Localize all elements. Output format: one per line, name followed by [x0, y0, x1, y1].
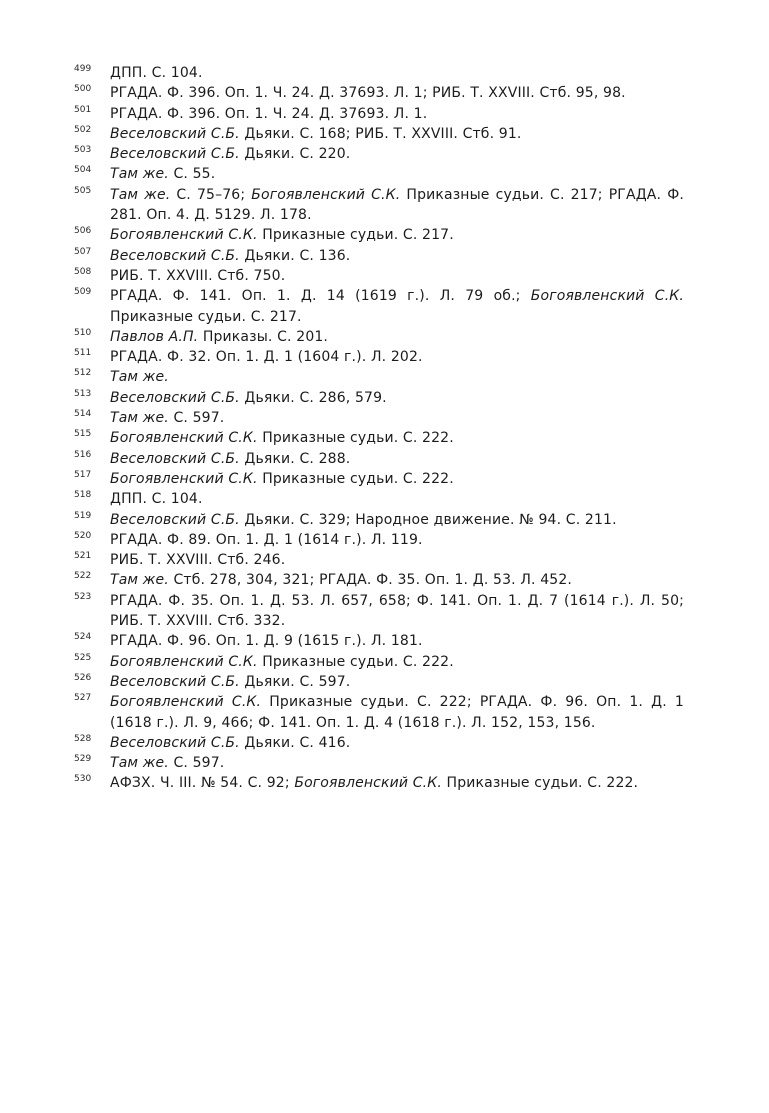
footnote-number: 514 — [74, 409, 92, 420]
footnote-number: 520 — [74, 530, 92, 541]
footnote-text — [110, 550, 684, 570]
footnote-text — [110, 408, 684, 428]
footnote-item — [74, 63, 684, 83]
footnote-number: 511 — [74, 348, 92, 359]
footnote-item — [74, 672, 684, 692]
footnote-text — [110, 144, 684, 164]
footnote-text — [110, 367, 684, 387]
citation-text: Приказные судьи. С. 217. — [110, 308, 302, 325]
citation-text: Приказные судьи. С. 222. — [257, 653, 454, 670]
footnote-item — [74, 164, 684, 184]
citation-text: Дьяки. С. 136. — [239, 247, 351, 264]
citation-italic-text: Там же. — [110, 755, 169, 772]
footnote-text — [110, 104, 684, 124]
footnote-item — [74, 185, 684, 226]
footnote-number: 506 — [74, 226, 92, 237]
citation-italic-text: Веселовский С.Б. — [110, 146, 240, 163]
footnote-number: 521 — [74, 551, 92, 562]
footnote-number: 500 — [74, 84, 92, 95]
citation-italic-text: Богоявленский С.К. — [110, 653, 258, 670]
citation-text: С. 597. — [168, 755, 225, 772]
footnote-item — [74, 144, 684, 164]
citation-text: Дьяки. С. 288. — [239, 450, 351, 467]
citation-text: РГАДА. Ф. 96. Оп. 1. Д. 9 (1615 г.). Л. 181. — [110, 633, 423, 650]
citation-italic-text: Богоявленский С.К. — [110, 470, 258, 487]
citation-italic-text: Богоявленский С.К. — [294, 775, 442, 792]
footnote-number: 505 — [74, 185, 92, 196]
citation-italic-text: Там же. — [110, 369, 169, 386]
citation-text: Приказные судьи. С. 217; РГАДА. Ф. 281. Оп. 4. Д. 5129. Л. 178. — [110, 186, 684, 224]
citation-text: РГАДА. Ф. 396. Оп. 1. Ч. 24. Д. 37693. Л. 1. — [110, 105, 428, 122]
footnote-text — [110, 530, 684, 550]
citation-text: АФЗХ. Ч. III. № 54. С. 92; — [110, 775, 295, 792]
citation-text: С. 75–76; — [170, 186, 252, 203]
footnote-item — [74, 246, 684, 266]
footnote-number: 519 — [74, 510, 92, 521]
citation-text: Дьяки. С. 597. — [239, 673, 351, 690]
citation-italic-text: Там же. — [110, 410, 169, 427]
citation-text: Стб. 278, 304, 321; РГАДА. Ф. 35. Оп. 1. Д. 53. Л. 452. — [168, 572, 572, 589]
footnote-item — [74, 266, 684, 286]
footnote-text — [110, 63, 684, 83]
footnote-text — [110, 286, 684, 327]
citation-text: Приказные судьи. С. 222; РГАДА. Ф. 96. Оп. 1. Д. 1 (1618 г.). Л. 9, 466; Ф. 141. Оп. 1. Д. 4 (1618 г.). Л. 152, 153, 156. — [110, 694, 684, 731]
citation-text: Дьяки. С. 220. — [239, 146, 351, 163]
citation-text: РИБ. Т. XXVIII. Стб. 246. — [110, 552, 286, 569]
footnote-item — [74, 733, 684, 753]
citation-italic-text: Там же. — [110, 166, 169, 183]
footnote-text — [110, 164, 684, 184]
footnote-item — [74, 753, 684, 773]
footnote-text — [110, 753, 684, 773]
footnote-text — [110, 83, 684, 103]
footnote-text — [110, 570, 684, 590]
footnote-number: 525 — [74, 652, 92, 663]
footnote-item — [74, 773, 684, 793]
citation-text: ДПП. С. 104. — [110, 65, 203, 81]
footnote-text — [110, 225, 684, 245]
footnote-number: 528 — [74, 733, 92, 744]
footnote-number: 501 — [74, 104, 92, 115]
footnote-number: 513 — [74, 388, 92, 399]
footnote-number: 499 — [74, 64, 92, 74]
footnote-text — [110, 692, 684, 733]
footnote-item — [74, 327, 684, 347]
footnote-item — [74, 449, 684, 469]
footnote-item — [74, 225, 684, 245]
citation-text: Дьяки. С. 416. — [239, 734, 351, 751]
footnote-text — [110, 469, 684, 489]
footnote-text — [110, 449, 684, 469]
citation-italic-text: Павлов А.П. — [110, 328, 199, 345]
footnote-item — [74, 408, 684, 428]
footnote-item — [74, 570, 684, 590]
footnote-text — [110, 510, 684, 530]
citation-text: Дьяки. С. 286, 579. — [239, 389, 387, 406]
citation-text: РГАДА. Ф. 35. Оп. 1. Д. 53. Л. 657, 658; Ф. 141. Оп. 1. Д. 7 (1614 г.). Л. 50; РИБ. Т. XXVIII. Стб. 332. — [110, 592, 684, 630]
footnote-text — [110, 773, 684, 793]
footnote-item — [74, 530, 684, 550]
citation-text: РГАДА. Ф. 32. Оп. 1. Д. 1 (1604 г.). Л. 202. — [110, 349, 423, 366]
footnote-number: 527 — [74, 693, 92, 704]
citation-italic-text: Богоявленский С.К. — [251, 186, 401, 203]
footnote-item — [74, 550, 684, 570]
footnote-text — [110, 652, 684, 672]
citation-text: РГАДА. Ф. 396. Оп. 1. Ч. 24. Д. 37693. Л. 1; РИБ. Т. XXVIII. Стб. 95, 98. — [110, 85, 626, 102]
footnote-text — [110, 733, 684, 753]
citation-text: Приказные судьи. С. 217. — [257, 227, 454, 244]
footnote-item — [74, 83, 684, 103]
footnote-item — [74, 591, 684, 632]
footnote-item — [74, 652, 684, 672]
citation-text: Приказные судьи. С. 222. — [441, 775, 639, 792]
citation-text: Дьяки. С. 168; РИБ. Т. XXVIII. Стб. 91. — [239, 125, 522, 142]
citation-text: РГАДА. Ф. 141. Оп. 1. Д. 14 (1619 г.). Л. 79 об.; — [110, 288, 531, 305]
footnote-item — [74, 489, 684, 509]
citation-italic-text: Веселовский С.Б. — [110, 125, 240, 142]
footnote-item — [74, 104, 684, 124]
footnote-number: 509 — [74, 287, 92, 298]
footnote-text — [110, 631, 684, 651]
footnote-text — [110, 327, 684, 347]
citation-italic-text: Богоявленский С.К. — [110, 694, 262, 711]
footnote-number: 510 — [74, 327, 92, 338]
footnote-item — [74, 367, 684, 387]
footnote-text — [110, 591, 684, 632]
footnote-item — [74, 428, 684, 448]
footnote-number: 524 — [74, 632, 92, 643]
footnote-number: 504 — [74, 165, 92, 176]
citation-italic-text: Богоявленский С.К. — [110, 227, 258, 244]
citation-text: Приказные судьи. С. 222. — [257, 430, 454, 447]
citation-italic-text: Веселовский С.Б. — [110, 734, 240, 751]
citation-italic-text: Богоявленский С.К. — [110, 430, 258, 447]
footnote-item — [74, 692, 684, 733]
footnote-item — [74, 347, 684, 367]
citation-italic-text: Веселовский С.Б. — [110, 450, 240, 467]
citation-italic-text: Веселовский С.Б. — [110, 673, 240, 690]
footnote-text — [110, 246, 684, 266]
footnote-number: 507 — [74, 246, 92, 257]
citation-italic-text: Веселовский С.Б. — [110, 247, 240, 264]
footnote-number: 502 — [74, 124, 92, 135]
footnote-number: 503 — [74, 145, 92, 156]
footnotes-list — [74, 63, 684, 794]
footnote-number: 529 — [74, 754, 92, 765]
citation-text: Дьяки. С. 329; Народное движение. № 94. С. 211. — [239, 511, 617, 528]
footnote-number: 516 — [74, 449, 92, 460]
footnote-number: 530 — [74, 774, 92, 785]
citation-italic-text: Веселовский С.Б. — [110, 511, 240, 528]
footnote-item — [74, 124, 684, 144]
citation-text: С. 597. — [168, 410, 225, 427]
citation-text: Приказные судьи. С. 222. — [257, 470, 454, 487]
footnote-number: 508 — [74, 266, 92, 277]
footnote-text — [110, 672, 684, 692]
footnote-item — [74, 631, 684, 651]
footnote-number: 523 — [74, 591, 92, 602]
footnote-item — [74, 286, 684, 327]
citation-text: РИБ. Т. XXVIII. Стб. 750. — [110, 267, 286, 284]
footnote-number: 515 — [74, 429, 92, 440]
footnote-number: 512 — [74, 368, 92, 379]
footnote-text — [110, 347, 684, 367]
footnote-text — [110, 266, 684, 286]
footnote-item — [74, 388, 684, 408]
footnote-item — [74, 510, 684, 530]
citation-text: ДПП. С. 104. — [110, 491, 203, 508]
citation-text: Приказы. С. 201. — [198, 328, 329, 345]
citation-text: С. 55. — [168, 166, 216, 183]
footnote-number: 526 — [74, 672, 92, 683]
footnote-number: 522 — [74, 571, 92, 582]
citation-italic-text: Там же. — [110, 572, 169, 589]
footnote-item — [74, 469, 684, 489]
footnote-number: 518 — [74, 490, 92, 501]
footnote-text — [110, 489, 684, 509]
citation-italic-text: Там же. — [110, 186, 171, 203]
citation-text: РГАДА. Ф. 89. Оп. 1. Д. 1 (1614 г.). Л. 119. — [110, 531, 423, 548]
footnote-text — [110, 185, 684, 226]
footnote-text — [110, 428, 684, 448]
citation-italic-text: Веселовский С.Б. — [110, 389, 240, 406]
citation-italic-text: Богоявленский С.К. — [530, 288, 684, 305]
footnote-text — [110, 124, 684, 144]
footnote-text — [110, 388, 684, 408]
footnote-number: 517 — [74, 469, 92, 480]
